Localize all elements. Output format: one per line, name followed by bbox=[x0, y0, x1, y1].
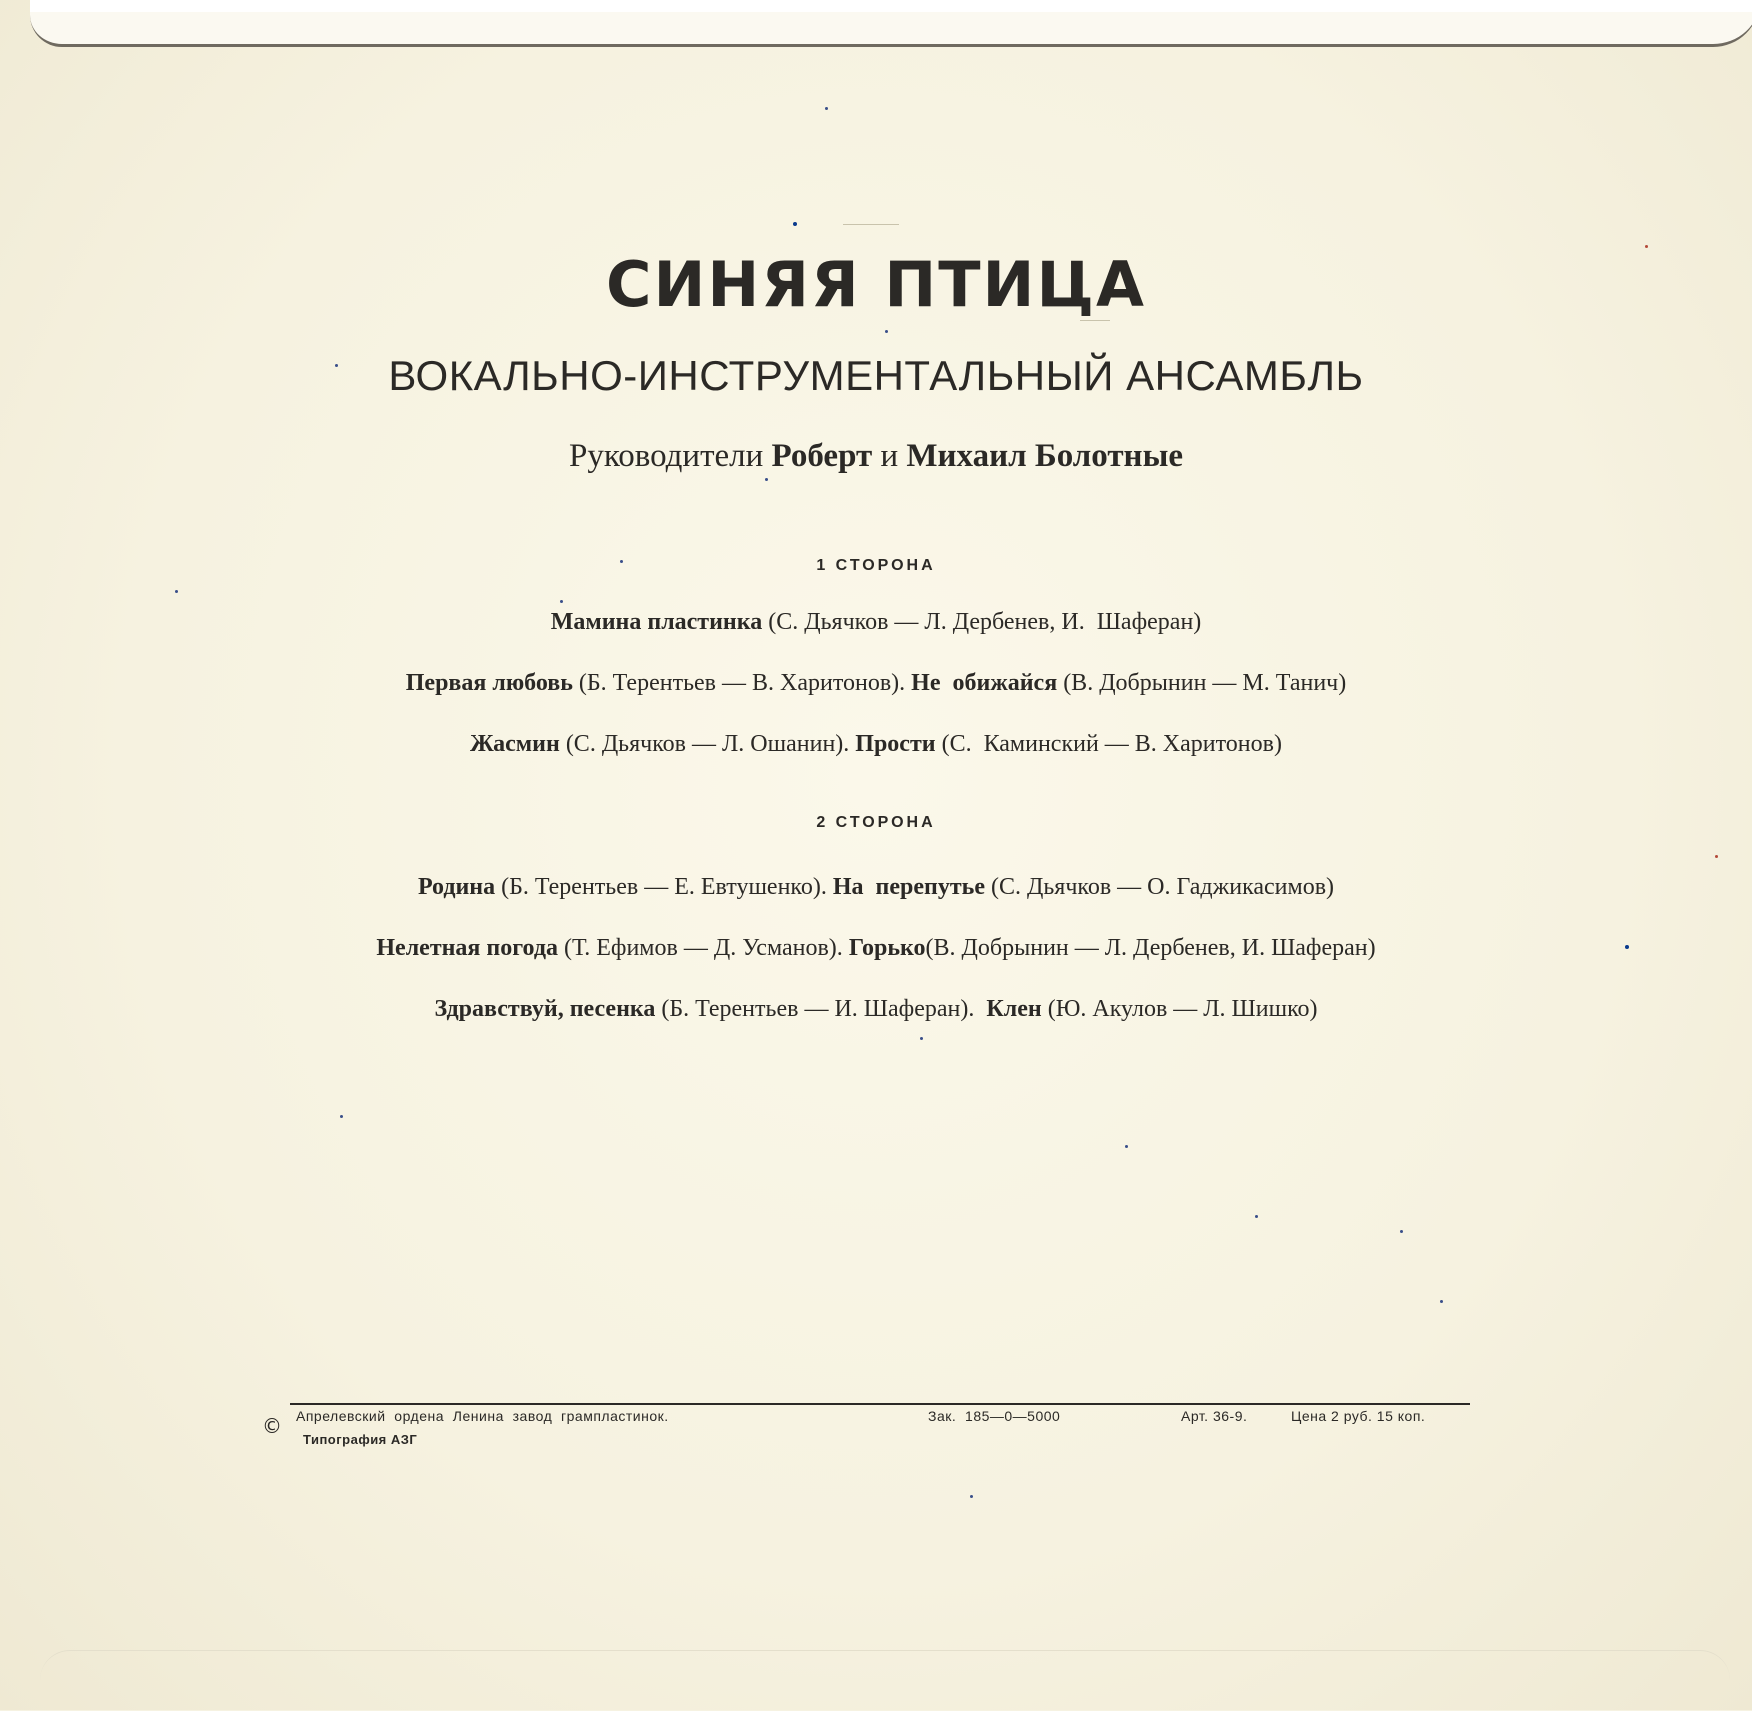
price: Цена 2 руб. 15 коп. bbox=[1291, 1408, 1426, 1424]
footer-rule bbox=[290, 1403, 1470, 1405]
paper-speck bbox=[765, 478, 768, 481]
song-title: Жасмин bbox=[470, 731, 560, 757]
paper-speck bbox=[1400, 1230, 1403, 1233]
article-number: Арт. 36-9. bbox=[1181, 1408, 1248, 1424]
paper-speck bbox=[793, 222, 797, 226]
song-title: Клен bbox=[986, 996, 1042, 1022]
paper-speck bbox=[1125, 1145, 1128, 1148]
track-line bbox=[0, 670, 1752, 697]
leader-name-2: Михаил Болотные bbox=[906, 438, 1183, 474]
ensemble-subtitle: ВОКАЛЬНО-ИНСТРУМЕНТАЛЬНЫЙ АНСАМБЛЬ bbox=[388, 352, 1364, 399]
song-credits: (Б. Терентьев — Е. Евтушенко). bbox=[495, 874, 833, 900]
factory-line: Апрелевский ордена Ленина завод грампластинок. bbox=[296, 1408, 669, 1424]
paper-scuff bbox=[843, 224, 899, 225]
song-title: Родина bbox=[417, 874, 496, 900]
track-line bbox=[0, 609, 1752, 636]
paper-speck bbox=[970, 1495, 973, 1498]
song-title: Здравствуй, песенка bbox=[434, 996, 656, 1022]
paper-speck bbox=[340, 1115, 343, 1118]
leaders-prefix: Руководители bbox=[569, 438, 764, 474]
paper-speck bbox=[885, 330, 888, 333]
paper-speck bbox=[560, 600, 563, 603]
song-title: Не обижайся bbox=[911, 670, 1058, 696]
leader-name-1: Роберт bbox=[771, 438, 873, 474]
leaders-conjunction: и bbox=[880, 438, 899, 474]
track-line bbox=[0, 731, 1752, 758]
song-credits: (В. Добрынин — Л. Дербенев, И. Шаферан) bbox=[925, 935, 1376, 961]
track-line bbox=[0, 874, 1752, 901]
track-line bbox=[0, 935, 1752, 962]
paper-speck bbox=[920, 1037, 923, 1040]
song-credits: (С. Дьячков — Л. Дербенев, И. Шаферан) bbox=[762, 609, 1202, 635]
album-title: СИНЯЯ ПТИЦА bbox=[606, 248, 1146, 321]
song-title: Горько bbox=[848, 935, 926, 961]
paper-speck bbox=[1440, 1300, 1443, 1303]
copyright-symbol: © bbox=[262, 1414, 282, 1438]
paper-speck bbox=[1715, 855, 1718, 858]
song-title: На перепутье bbox=[832, 874, 985, 900]
sleeve-bottom-edge bbox=[40, 1650, 1730, 1711]
song-credits: (Б. Терентьев — И. Шаферан). bbox=[655, 996, 987, 1022]
leaders-line bbox=[0, 438, 1752, 475]
sleeve-top-edge bbox=[30, 0, 1752, 47]
song-title: Нелетная погода bbox=[376, 935, 558, 961]
printer-line: Типография АЗГ bbox=[303, 1432, 418, 1447]
track-line bbox=[0, 996, 1752, 1023]
paper-speck bbox=[1255, 1215, 1258, 1218]
song-title: Прости bbox=[855, 731, 936, 757]
song-credits: (Б. Терентьев — В. Харитонов). bbox=[572, 670, 912, 696]
song-credits: (Ю. Акулов — Л. Шишко) bbox=[1041, 996, 1318, 1022]
paper-speck bbox=[175, 590, 178, 593]
song-credits: (С. Каминский — В. Харитонов) bbox=[935, 731, 1282, 757]
paper-speck bbox=[825, 107, 828, 110]
side-1-heading: 1 СТОРОНА bbox=[816, 557, 936, 574]
song-credits: (С. Дьячков — Л. Ошанин). bbox=[559, 731, 856, 757]
song-credits: (С. Дьячков — О. Гаджикасимов) bbox=[984, 874, 1335, 900]
song-credits: (В. Добрынин — М. Танич) bbox=[1057, 670, 1347, 696]
song-title: Первая любовь bbox=[405, 670, 573, 696]
song-credits: (Т. Ефимов — Д. Усманов). bbox=[558, 935, 849, 961]
order-number: Зак. 185—0—5000 bbox=[928, 1408, 1061, 1424]
side-2-heading: 2 СТОРОНА bbox=[816, 814, 936, 831]
song-title: Мамина пластинка bbox=[550, 609, 763, 635]
